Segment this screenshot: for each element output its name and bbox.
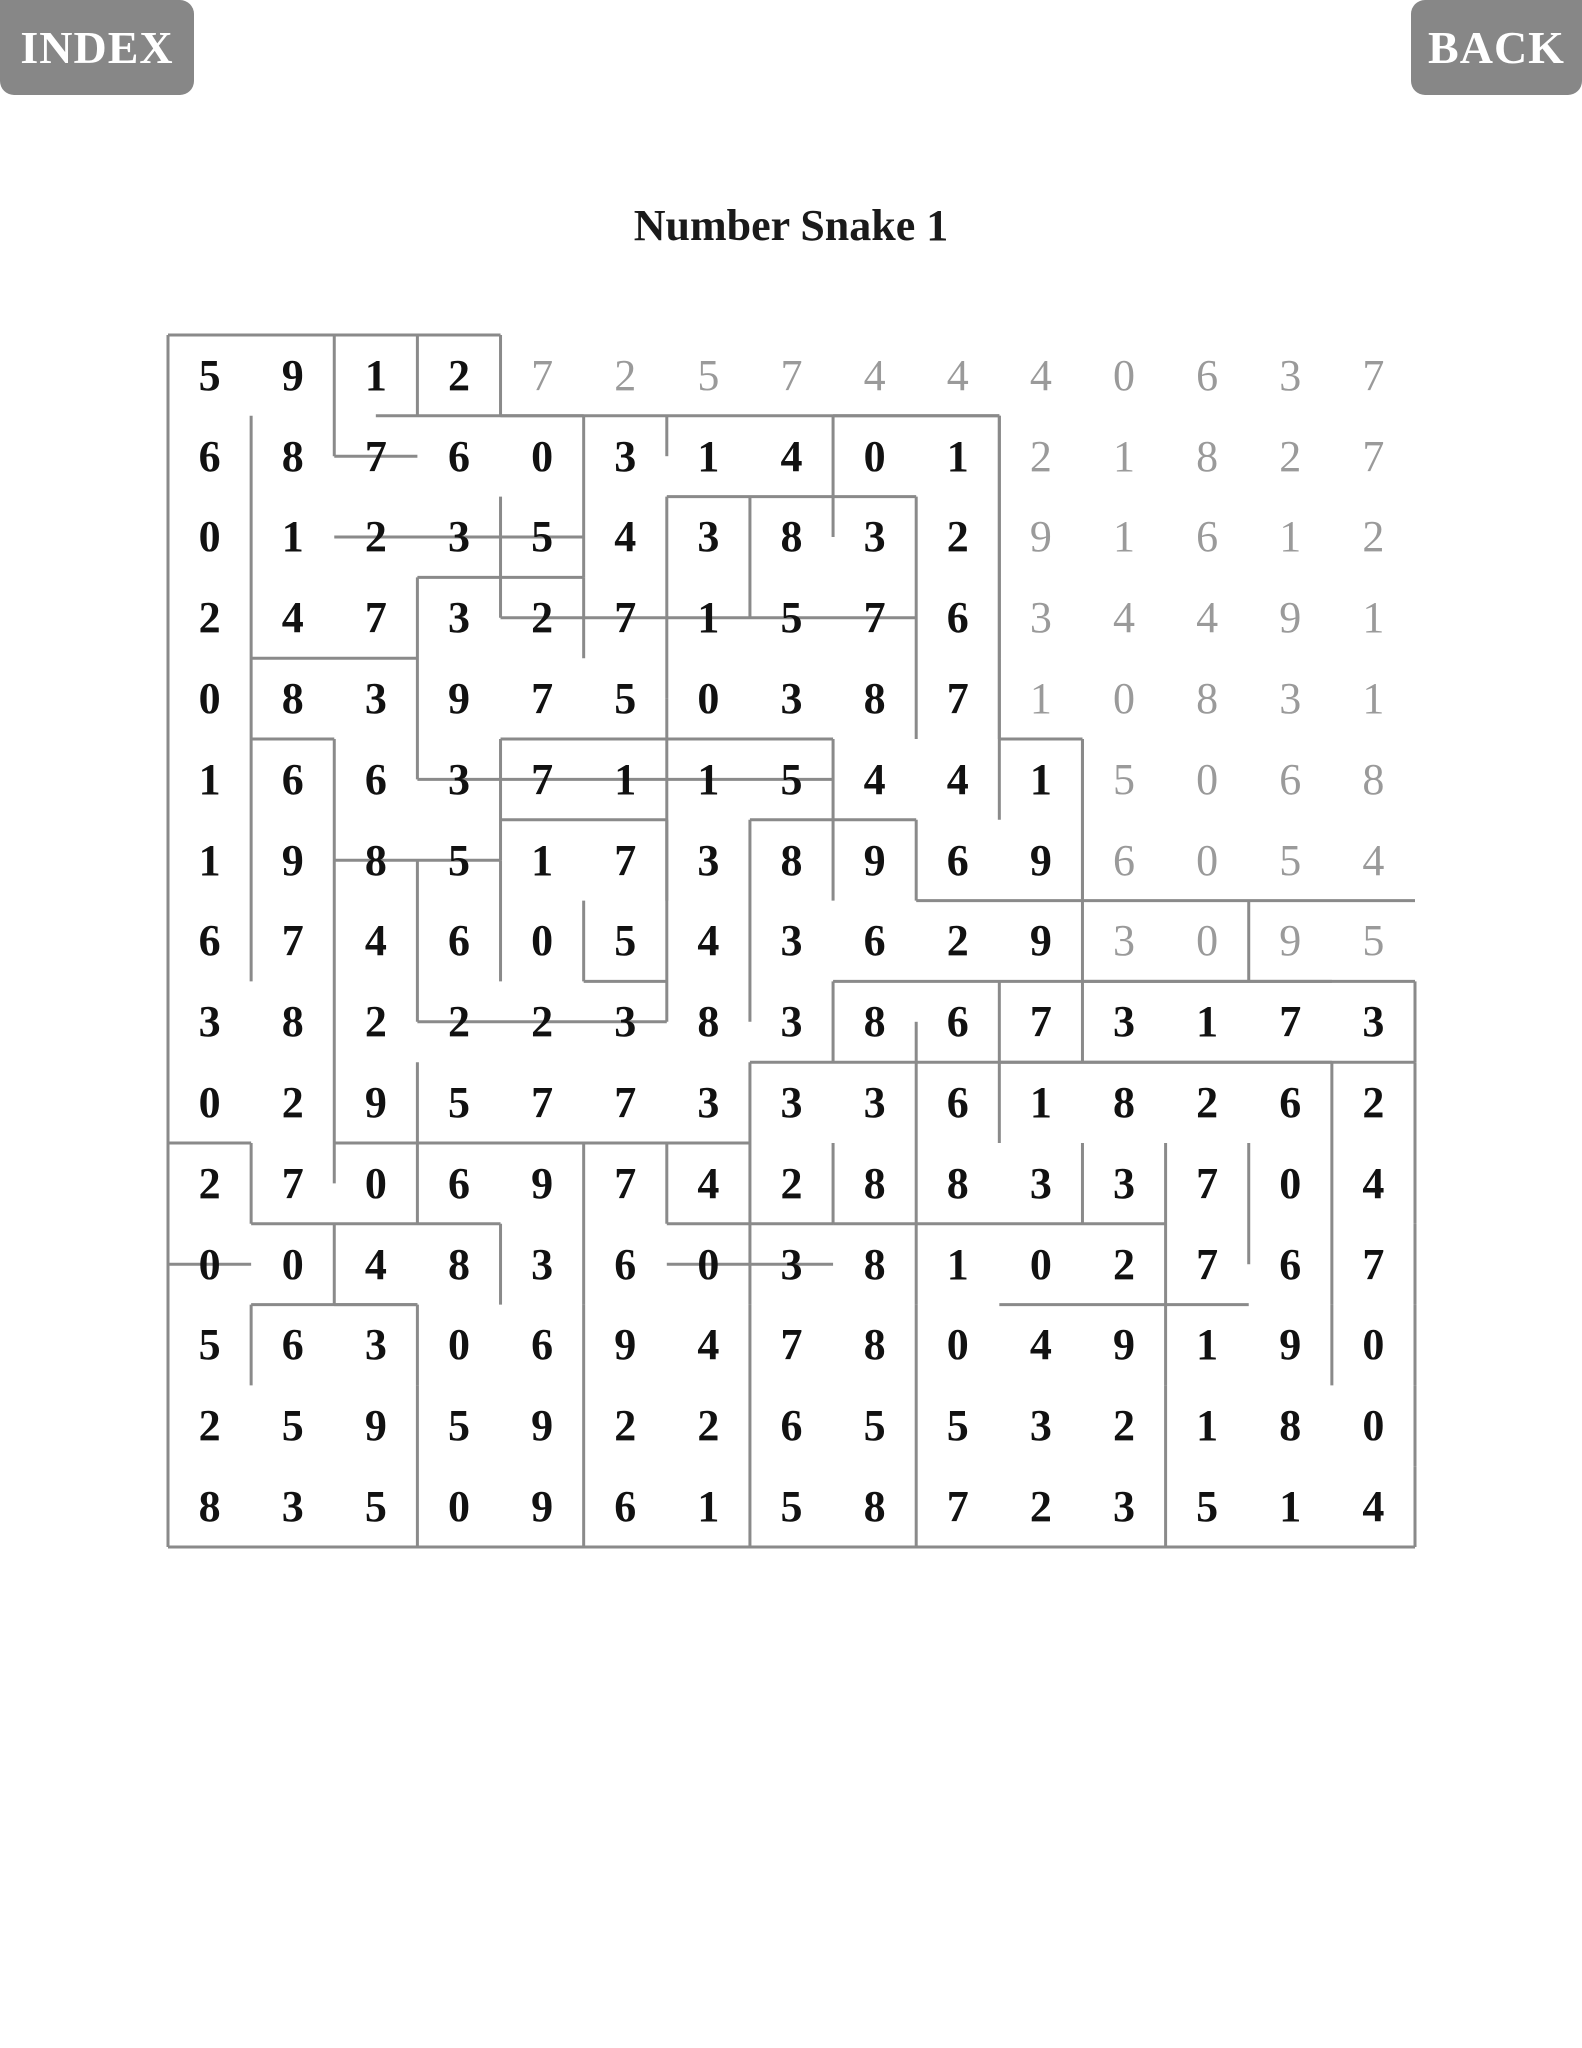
puzzle-cell[interactable]: 7 [531, 674, 554, 724]
puzzle-cell[interactable]: 7 [614, 835, 637, 885]
puzzle-cell[interactable]: 9 [1029, 835, 1052, 885]
puzzle-cell[interactable]: 8 [364, 835, 387, 885]
puzzle-cell[interactable]: 0 [1362, 1320, 1385, 1370]
puzzle-cell[interactable]: 5 [447, 1078, 470, 1128]
puzzle-cell[interactable]: 4 [1196, 593, 1219, 643]
puzzle-cell[interactable]: 4 [1362, 1482, 1385, 1532]
puzzle-cell[interactable]: 9 [614, 1320, 637, 1370]
puzzle-cell[interactable]: 3 [863, 512, 886, 562]
puzzle-cell[interactable]: 3 [447, 754, 470, 804]
puzzle-cell[interactable]: 5 [1196, 1482, 1219, 1532]
puzzle-cell[interactable]: 7 [364, 593, 387, 643]
puzzle-cell[interactable]: 6 [946, 997, 969, 1047]
puzzle-cell[interactable]: 7 [1362, 350, 1385, 400]
puzzle-cell[interactable]: 2 [1113, 1401, 1136, 1451]
puzzle-cell[interactable]: 0 [1279, 1158, 1302, 1208]
puzzle-cell[interactable]: 4 [364, 1239, 387, 1289]
puzzle-cell[interactable]: 6 [1279, 754, 1302, 804]
puzzle-cell[interactable]: 2 [447, 350, 470, 400]
puzzle-cell[interactable]: 3 [863, 1078, 886, 1128]
puzzle-cell[interactable]: 6 [1113, 835, 1136, 885]
puzzle-cell[interactable]: 1 [1113, 431, 1136, 481]
puzzle-cell[interactable]: 7 [531, 350, 554, 400]
puzzle-cell[interactable]: 2 [614, 1401, 637, 1451]
puzzle-cell[interactable]: 1 [1029, 754, 1052, 804]
puzzle-cell[interactable]: 3 [1113, 916, 1136, 966]
puzzle-cell[interactable]: 2 [1362, 1078, 1385, 1128]
puzzle-cell[interactable]: 1 [1196, 1401, 1219, 1451]
puzzle-cell[interactable]: 4 [1362, 1158, 1385, 1208]
puzzle-cell[interactable]: 3 [364, 674, 387, 724]
puzzle-cell[interactable]: 0 [447, 1320, 470, 1370]
puzzle-cell[interactable]: 5 [531, 512, 554, 562]
puzzle-cell[interactable]: 9 [364, 1401, 387, 1451]
puzzle-cell[interactable]: 5 [1362, 916, 1385, 966]
puzzle-cell[interactable]: 2 [697, 1401, 720, 1451]
puzzle-cell[interactable]: 5 [614, 916, 637, 966]
puzzle-board [168, 335, 1415, 1547]
puzzle-cell[interactable]: 3 [780, 916, 803, 966]
puzzle-cell[interactable]: 3 [780, 1078, 803, 1128]
puzzle-cell[interactable]: 8 [1362, 754, 1385, 804]
puzzle-cell[interactable]: 8 [1279, 1401, 1302, 1451]
puzzle-cell[interactable]: 7 [946, 674, 969, 724]
puzzle-cell[interactable]: 2 [1029, 1482, 1052, 1532]
puzzle-cell[interactable]: 9 [531, 1401, 554, 1451]
puzzle-cell[interactable]: 5 [780, 754, 803, 804]
puzzle-cell[interactable]: 0 [697, 1239, 720, 1289]
puzzle-cell[interactable]: 6 [1279, 1078, 1302, 1128]
puzzle-cell[interactable]: 1 [1362, 593, 1385, 643]
puzzle-cell[interactable]: 2 [946, 916, 969, 966]
puzzle-cell[interactable]: 8 [780, 512, 803, 562]
puzzle-cell[interactable]: 0 [531, 916, 554, 966]
puzzle-cell[interactable]: 6 [447, 431, 470, 481]
puzzle-cell[interactable]: 9 [863, 835, 886, 885]
puzzle-cell[interactable]: 2 [531, 997, 554, 1047]
puzzle-cell[interactable]: 1 [1279, 512, 1302, 562]
puzzle-cell[interactable]: 5 [364, 1482, 387, 1532]
puzzle-cell[interactable]: 7 [281, 1158, 304, 1208]
puzzle-cell[interactable]: 7 [1362, 1239, 1385, 1289]
puzzle-cell[interactable]: 2 [1279, 431, 1302, 481]
puzzle-cell[interactable]: 4 [697, 916, 720, 966]
puzzle-cell[interactable]: 7 [1196, 1158, 1219, 1208]
puzzle-cell[interactable]: 0 [697, 674, 720, 724]
puzzle-cell[interactable]: 7 [281, 916, 304, 966]
puzzle-cell[interactable]: 6 [281, 1320, 304, 1370]
puzzle-cell[interactable]: 1 [946, 431, 969, 481]
puzzle-cell[interactable]: 2 [531, 593, 554, 643]
puzzle-cell[interactable]: 3 [447, 512, 470, 562]
puzzle-cell[interactable]: 6 [198, 916, 221, 966]
puzzle-cell[interactable]: 9 [1029, 916, 1052, 966]
puzzle-cell[interactable]: 2 [364, 512, 387, 562]
puzzle-cell[interactable]: 3 [1029, 1158, 1052, 1208]
puzzle-cell[interactable]: 8 [863, 997, 886, 1047]
puzzle-cell[interactable]: 2 [198, 593, 221, 643]
puzzle-cell[interactable]: 7 [863, 593, 886, 643]
puzzle-cell[interactable]: 0 [364, 1158, 387, 1208]
puzzle-cell[interactable]: 1 [697, 593, 720, 643]
puzzle-cell[interactable]: 5 [198, 1320, 221, 1370]
puzzle-cell[interactable]: 3 [531, 1239, 554, 1289]
puzzle-cell[interactable]: 5 [614, 674, 637, 724]
puzzle-cell[interactable]: 1 [531, 835, 554, 885]
puzzle-cell[interactable]: 1 [364, 350, 387, 400]
puzzle-cell[interactable]: 7 [614, 1158, 637, 1208]
puzzle-cell[interactable]: 7 [780, 350, 803, 400]
puzzle-cell[interactable]: 8 [863, 1158, 886, 1208]
puzzle-cell[interactable]: 4 [1362, 835, 1385, 885]
puzzle-cell[interactable]: 5 [1113, 754, 1136, 804]
puzzle-cell[interactable]: 3 [697, 1078, 720, 1128]
puzzle-cell[interactable]: 4 [946, 350, 969, 400]
puzzle-cell[interactable]: 9 [531, 1482, 554, 1532]
puzzle-cell[interactable]: 0 [1196, 754, 1219, 804]
puzzle-cell[interactable]: 3 [281, 1482, 304, 1532]
puzzle-cell[interactable]: 3 [1362, 997, 1385, 1047]
puzzle-cell[interactable]: 4 [697, 1320, 720, 1370]
puzzle-cell[interactable]: 7 [780, 1320, 803, 1370]
puzzle-cell[interactable]: 7 [531, 1078, 554, 1128]
puzzle-cell[interactable]: 2 [1029, 431, 1052, 481]
puzzle-cell[interactable]: 4 [281, 593, 304, 643]
puzzle-cell[interactable]: 3 [198, 997, 221, 1047]
puzzle-cell[interactable]: 7 [946, 1482, 969, 1532]
puzzle-cell[interactable]: 2 [946, 512, 969, 562]
puzzle-cell[interactable]: 6 [1196, 350, 1219, 400]
puzzle-cell[interactable]: 1 [281, 512, 304, 562]
puzzle-cell[interactable]: 2 [281, 1078, 304, 1128]
puzzle-cell[interactable]: 1 [1196, 997, 1219, 1047]
puzzle-cell[interactable]: 5 [697, 350, 720, 400]
puzzle-cell[interactable]: 0 [1029, 1239, 1052, 1289]
puzzle-cell[interactable]: 1 [1029, 674, 1052, 724]
puzzle-cell[interactable]: 9 [447, 674, 470, 724]
puzzle-cell[interactable]: 2 [1196, 1078, 1219, 1128]
puzzle-cell[interactable]: 3 [1029, 1401, 1052, 1451]
puzzle-cell[interactable]: 0 [863, 431, 886, 481]
puzzle-cell[interactable]: 1 [697, 1482, 720, 1532]
puzzle-cell[interactable]: 1 [697, 754, 720, 804]
back-button[interactable]: BACK [1411, 0, 1582, 95]
puzzle-cell[interactable]: 3 [1113, 997, 1136, 1047]
puzzle-cell[interactable]: 5 [780, 1482, 803, 1532]
puzzle-cell[interactable]: 8 [1196, 431, 1219, 481]
puzzle-cell[interactable]: 4 [863, 350, 886, 400]
puzzle-cell[interactable]: 3 [1113, 1482, 1136, 1532]
puzzle-cell[interactable]: 1 [1279, 1482, 1302, 1532]
puzzle-cell[interactable]: 1 [946, 1239, 969, 1289]
puzzle-cell[interactable]: 3 [364, 1320, 387, 1370]
puzzle-cell[interactable]: 3 [780, 997, 803, 1047]
puzzle-cell[interactable]: 8 [863, 674, 886, 724]
page-title: Number Snake 1 [633, 201, 949, 250]
puzzle-cell[interactable]: 2 [1362, 512, 1385, 562]
puzzle-cell[interactable]: 8 [863, 1320, 886, 1370]
puzzle-cell[interactable]: 8 [198, 1482, 221, 1532]
puzzle-cell[interactable]: 0 [198, 1078, 221, 1128]
puzzle-cell[interactable]: 5 [447, 835, 470, 885]
puzzle-cell[interactable]: 3 [614, 431, 637, 481]
puzzle-cell[interactable]: 7 [364, 431, 387, 481]
puzzle-cell[interactable]: 0 [1362, 1401, 1385, 1451]
puzzle-cell[interactable]: 4 [1113, 593, 1136, 643]
puzzle-cell[interactable]: 3 [697, 512, 720, 562]
puzzle-cell[interactable]: 9 [1279, 1320, 1302, 1370]
puzzle-cell[interactable]: 5 [1279, 835, 1302, 885]
puzzle-cell[interactable]: 5 [946, 1401, 969, 1451]
puzzle-cell[interactable]: 6 [614, 1482, 637, 1532]
puzzle-cell[interactable]: 5 [281, 1401, 304, 1451]
puzzle-cell[interactable]: 8 [281, 431, 304, 481]
puzzle-cell[interactable]: 3 [614, 997, 637, 1047]
puzzle-cell[interactable]: 1 [198, 754, 221, 804]
puzzle-cell[interactable]: 7 [1029, 997, 1052, 1047]
puzzle-cell[interactable]: 9 [281, 835, 304, 885]
puzzle-cell[interactable]: 3 [1029, 593, 1052, 643]
puzzle-cell[interactable]: 8 [863, 1239, 886, 1289]
puzzle-cell[interactable]: 8 [1113, 1078, 1136, 1128]
puzzle-cell[interactable]: 0 [1196, 835, 1219, 885]
puzzle-cell[interactable]: 5 [198, 350, 221, 400]
puzzle-cell[interactable]: 8 [447, 1239, 470, 1289]
puzzle-cell[interactable]: 9 [1279, 593, 1302, 643]
puzzle-cell[interactable]: 6 [281, 754, 304, 804]
puzzle-cell[interactable]: 5 [863, 1401, 886, 1451]
puzzle-cell[interactable]: 2 [614, 350, 637, 400]
puzzle-cell[interactable]: 1 [697, 431, 720, 481]
puzzle-cell[interactable]: 0 [946, 1320, 969, 1370]
puzzle-cell[interactable]: 4 [614, 512, 637, 562]
puzzle-cell[interactable]: 2 [447, 997, 470, 1047]
puzzle-cell[interactable]: 2 [198, 1158, 221, 1208]
puzzle-cell[interactable]: 6 [614, 1239, 637, 1289]
puzzle-cell[interactable]: 7 [1362, 431, 1385, 481]
puzzle-cell[interactable]: 7 [614, 593, 637, 643]
puzzle-cell[interactable]: 0 [447, 1482, 470, 1532]
puzzle-cell[interactable]: 5 [447, 1401, 470, 1451]
puzzle-cell[interactable]: 9 [281, 350, 304, 400]
puzzle-cell[interactable]: 2 [780, 1158, 803, 1208]
puzzle-cell[interactable]: 6 [863, 916, 886, 966]
puzzle-cell[interactable]: 1 [1362, 674, 1385, 724]
puzzle-cell[interactable]: 6 [780, 1401, 803, 1451]
puzzle-cell[interactable]: 4 [946, 754, 969, 804]
puzzle-cell[interactable]: 4 [1029, 1320, 1052, 1370]
puzzle-cell[interactable]: 9 [1113, 1320, 1136, 1370]
puzzle-cell[interactable]: 4 [780, 431, 803, 481]
puzzle-cell[interactable]: 8 [780, 835, 803, 885]
puzzle-cell[interactable]: 7 [614, 1078, 637, 1128]
puzzle-cell[interactable]: 2 [1113, 1239, 1136, 1289]
puzzle-cell[interactable]: 6 [1279, 1239, 1302, 1289]
puzzle-cell[interactable]: 6 [946, 1078, 969, 1128]
puzzle-cell[interactable]: 6 [447, 1158, 470, 1208]
puzzle-cell[interactable]: 6 [198, 431, 221, 481]
puzzle-cell[interactable]: 1 [1196, 1320, 1219, 1370]
puzzle-cell[interactable]: 6 [946, 593, 969, 643]
puzzle-cell[interactable]: 3 [780, 1239, 803, 1289]
puzzle-cell[interactable]: 0 [531, 431, 554, 481]
puzzle-cell[interactable]: 0 [281, 1239, 304, 1289]
puzzle-cell[interactable]: 2 [364, 997, 387, 1047]
puzzle-cell[interactable]: 8 [946, 1158, 969, 1208]
puzzle-cell[interactable]: 0 [1113, 350, 1136, 400]
puzzle-cell[interactable]: 8 [281, 997, 304, 1047]
puzzle-cell[interactable]: 7 [1196, 1239, 1219, 1289]
puzzle-cell[interactable]: 8 [281, 674, 304, 724]
puzzle-cell[interactable]: 6 [946, 835, 969, 885]
puzzle-cell[interactable]: 1 [198, 835, 221, 885]
puzzle-cell[interactable]: 1 [1029, 1078, 1052, 1128]
puzzle-cell[interactable]: 0 [198, 674, 221, 724]
puzzle-cell[interactable]: 2 [198, 1401, 221, 1451]
puzzle-cell[interactable]: 9 [1029, 512, 1052, 562]
puzzle-cell[interactable]: 3 [697, 835, 720, 885]
puzzle-cell[interactable]: 4 [1029, 350, 1052, 400]
puzzle-cell[interactable]: 0 [198, 1239, 221, 1289]
puzzle-cell[interactable]: 6 [447, 916, 470, 966]
puzzle-cell[interactable]: 0 [198, 512, 221, 562]
puzzle-cell[interactable]: 4 [364, 916, 387, 966]
puzzle-cell[interactable]: 6 [364, 754, 387, 804]
puzzle-cell[interactable]: 4 [863, 754, 886, 804]
puzzle-cell[interactable]: 7 [531, 754, 554, 804]
puzzle-cell[interactable]: 3 [780, 674, 803, 724]
index-button[interactable]: INDEX [0, 0, 194, 95]
puzzle-cell[interactable]: 9 [531, 1158, 554, 1208]
puzzle-cell[interactable]: 3 [1113, 1158, 1136, 1208]
puzzle-cell[interactable]: 9 [1279, 916, 1302, 966]
puzzle-cell[interactable]: 3 [1279, 674, 1302, 724]
puzzle-cell[interactable]: 6 [531, 1320, 554, 1370]
puzzle-cell[interactable]: 3 [447, 593, 470, 643]
puzzle-cell[interactable]: 7 [1279, 997, 1302, 1047]
puzzle-cell[interactable]: 1 [614, 754, 637, 804]
puzzle-cell[interactable]: 8 [1196, 674, 1219, 724]
puzzle-cell[interactable]: 0 [1196, 916, 1219, 966]
puzzle-cell[interactable]: 9 [364, 1078, 387, 1128]
puzzle-cell[interactable]: 1 [1113, 512, 1136, 562]
puzzle-cell[interactable]: 0 [1113, 674, 1136, 724]
puzzle-cell[interactable]: 6 [1196, 512, 1219, 562]
puzzle-cell[interactable]: 3 [1279, 350, 1302, 400]
puzzle-cell[interactable]: 4 [697, 1158, 720, 1208]
puzzle-cell[interactable]: 8 [697, 997, 720, 1047]
puzzle-cell[interactable]: 8 [863, 1482, 886, 1532]
puzzle-cell[interactable]: 5 [780, 593, 803, 643]
